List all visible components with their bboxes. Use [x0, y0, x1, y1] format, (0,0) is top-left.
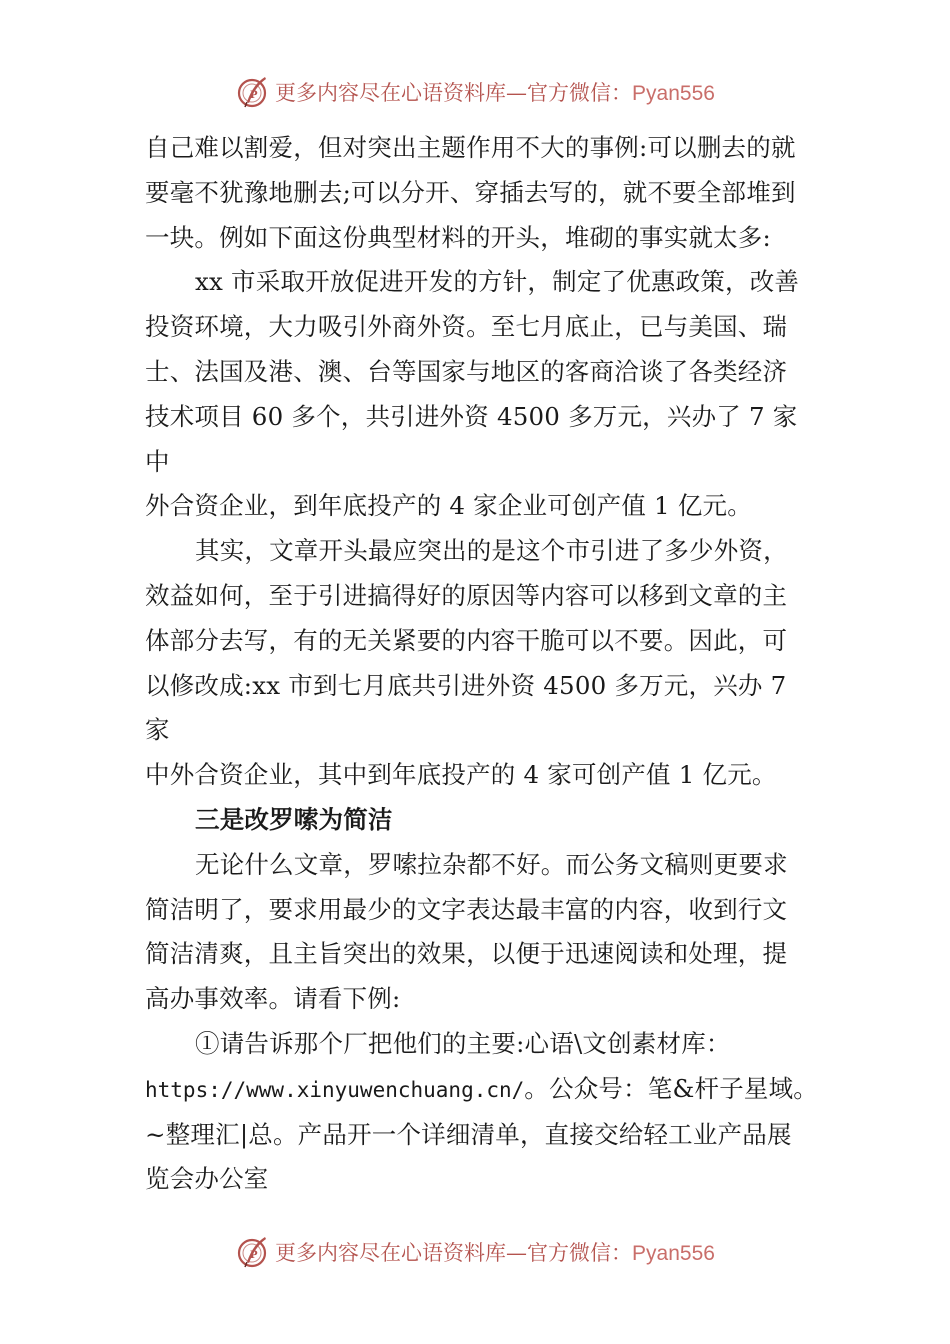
document-body: [145, 126, 819, 1202]
paragraph-line: 无论什么文章，罗嗦拉杂都不好。而公务文稿则更要求: [195, 849, 788, 879]
paragraph-line: 中外合资企业，其中到年底投产的 4 家可创产值 1 亿元。: [145, 760, 777, 790]
paragraph-line: 简洁清爽，且主旨突出的效果，以便于迅速阅读和处理，提: [145, 939, 788, 969]
paragraph-line: 外合资企业，到年底投产的 4 家企业可创产值 1 亿元。: [145, 491, 752, 521]
paragraph-line: 要毫不犹豫地删去;可以分开、穿插去写的，就不要全部堆到: [145, 177, 796, 207]
svg-text:P: P: [250, 90, 258, 101]
quill-pen-logo-icon: [235, 1234, 271, 1270]
paragraph-line: 中: [145, 446, 170, 476]
paragraph-line: 效益如何，至于引进搞得好的原因等内容可以移到文章的主: [145, 580, 788, 610]
paragraph-line: 以修改成:xx 市到七月底共引进外资 4500 多万元，兴办 7: [145, 670, 787, 700]
paragraph-line: 高办事效率。请看下例:: [145, 984, 401, 1014]
paragraph-line: 体部分去写，有的无关紧要的内容干脆可以不要。因此，可: [145, 625, 788, 655]
quill-pen-logo-icon: [235, 74, 271, 110]
paragraph-line: 一块。例如下面这份典型材料的开头，堆砌的事实就太多:: [145, 222, 771, 252]
paragraph-line: 简洁明了，要求用最少的文字表达最丰富的内容，收到行文: [145, 894, 788, 924]
section-heading: 三是改罗嗦为简洁: [195, 804, 393, 834]
paragraph-line: ~整理汇|总。产品开一个详细清单，直接交给轻工业产品展: [145, 1119, 792, 1149]
svg-text:P: P: [250, 1250, 258, 1261]
footer-banner: [0, 1232, 950, 1272]
banner-text: 更多内容尽在心语资料库—官方微信：Pyan556: [275, 1241, 715, 1265]
paragraph-line: 技术项目 60 多个，共引进外资 4500 多万元，兴办了 7 家: [145, 401, 798, 431]
paragraph-line: 其实，文章开头最应突出的是这个市引进了多少外资，: [195, 536, 788, 566]
wechat-id: Pyan556: [632, 82, 715, 105]
paragraph-line: xx 市采取开放促进开发的方针，制定了优惠政策，改善: [195, 267, 800, 297]
paragraph-line: 自己难以割爱，但对突出主题作用不大的事例:可以删去的就: [145, 133, 796, 162]
paragraph-line: 士、法国及港、澳、台等国家与地区的客商洽谈了各类经济: [145, 356, 788, 386]
wechat-id: Pyan556: [632, 1242, 715, 1265]
header-banner: [0, 72, 950, 112]
paragraph-line: 投资环境，大力吸引外商外资。至七月底止，已与美国、瑞: [145, 312, 788, 342]
paragraph-line: ①请告诉那个厂把他们的主要:心语\文创素材库：: [195, 1028, 731, 1058]
paragraph-line: 览会办公室: [145, 1164, 269, 1194]
url-line: https://www.xinyuwenchuang.cn/。公众号：笔&杆子星域。: [145, 1073, 819, 1103]
paragraph-line: 家: [145, 715, 170, 745]
banner-text: 更多内容尽在心语资料库—官方微信：Pyan556: [275, 81, 715, 105]
